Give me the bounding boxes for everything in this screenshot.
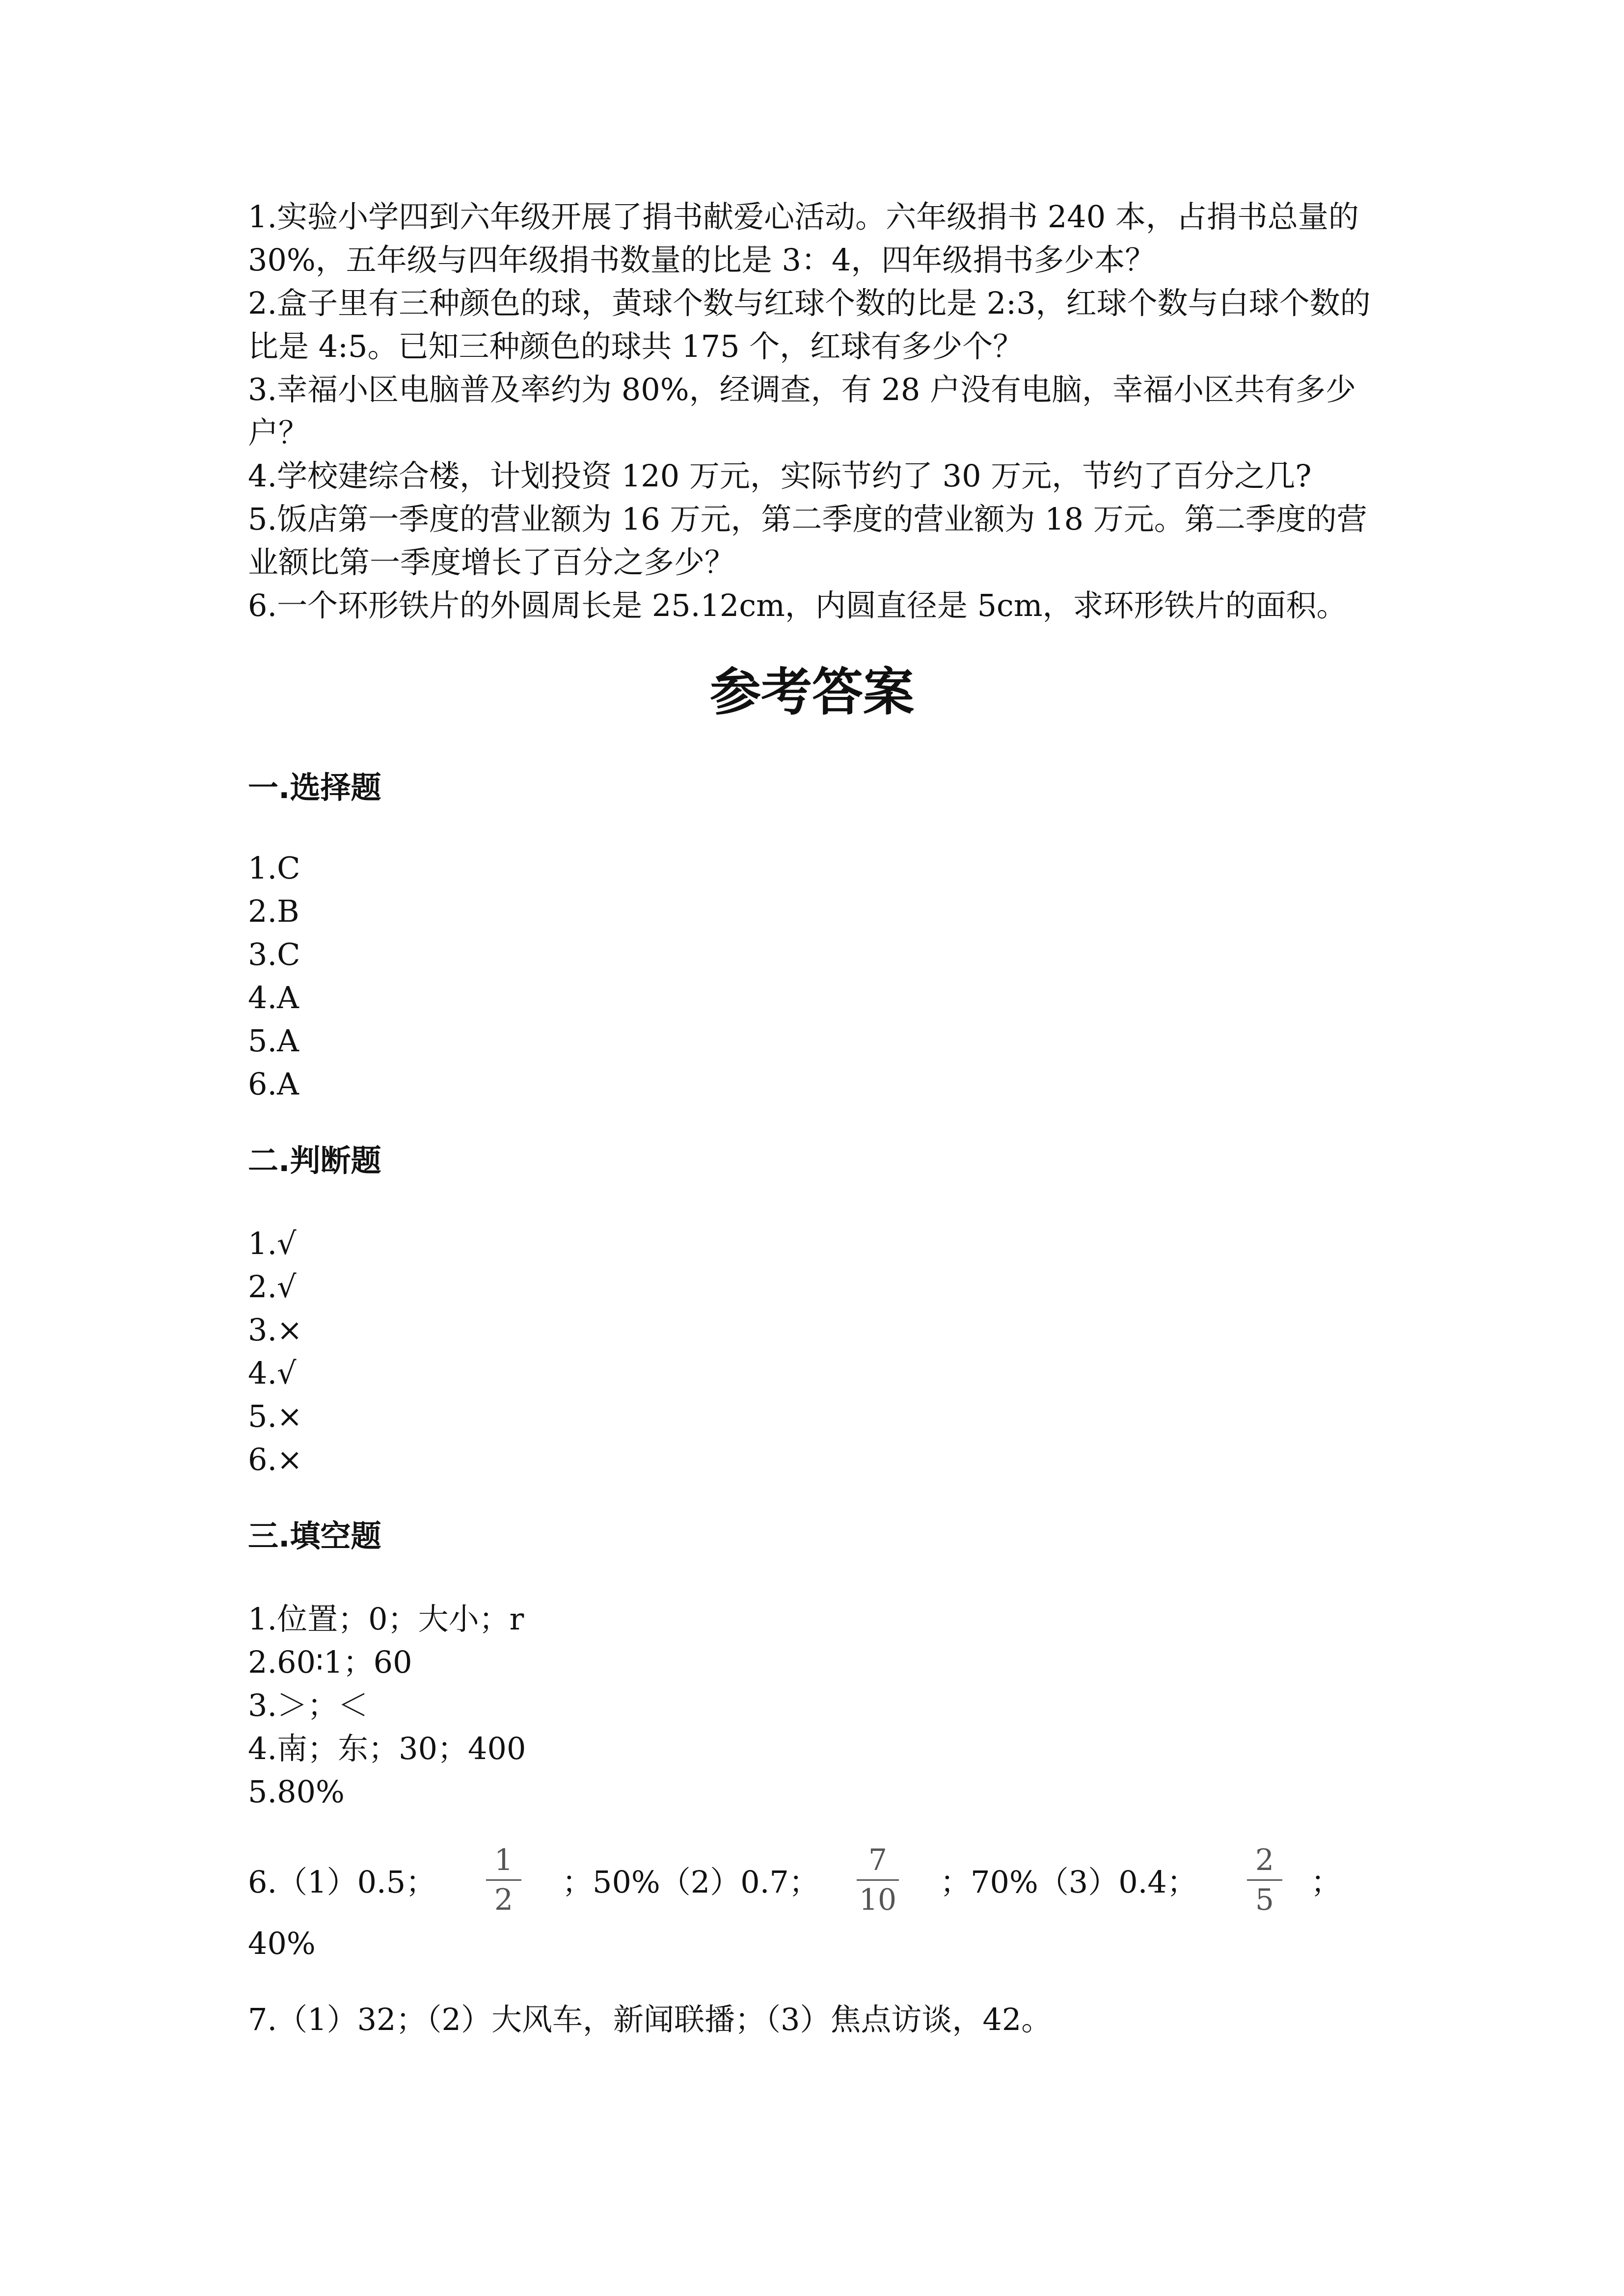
fill-answer-6-tail: 40% [248,1925,316,1961]
question-list [248,195,1382,627]
judge-answer-6: 6.× [248,1442,303,1477]
fraction-1-numerator: 1 [494,1843,514,1877]
fill-answer-6-part3: ；70%（3）0.4； [940,1864,1197,1900]
fill-answer-6-part2: ；50%（2）0.7； [562,1864,819,1900]
fill-answer-3: 3.＞；＜ [248,1687,369,1723]
choice-answer-2: 2.B [248,893,299,929]
question-6: 6.一个环形铁片的外圆周长是 25.12cm，内圆直径是 5cm，求环形铁片的面积。 [248,587,1347,623]
judge-answer-3: 3.× [248,1312,303,1348]
fill-answer-7: 7.（1）32；（2）大风车，新闻联播；（3）焦点访谈，42。 [248,2002,1052,2037]
fraction-2-bar [857,1879,899,1881]
question-3: 3.幸福小区电脑普及率约为 80%，经调查，有 28 户没有电脑，幸福小区共有多少户？ [248,372,1356,451]
fraction-3-bar [1247,1879,1282,1881]
fill-answer-4: 4.南；东；30；400 [248,1731,526,1766]
judge-answer-4: 4.√ [248,1355,297,1391]
choice-answers [248,847,300,1106]
fill-answer-2: 2.60∶1；60 [248,1644,412,1680]
fill-answer-6-part1: 6.（1）0.5； [248,1864,436,1900]
fill-heading: 三.填空题 [248,1518,381,1554]
choice-answer-1: 1.C [248,850,300,886]
choice-heading: 一.选择题 [248,770,381,805]
fraction-2-numerator: 7 [868,1843,888,1877]
judge-heading: 二.判断题 [248,1143,381,1178]
fraction-3 [1247,1843,1282,1917]
judge-answers [248,1222,302,1481]
fraction-2-denominator: 10 [859,1883,897,1917]
question-5: 5.饭店第一季度的营业额为 16 万元，第二季度的营业额为 18 万元。第二季度的营业额比第一季度增长了百分之多少？ [248,501,1367,580]
judge-answer-2: 2.√ [248,1269,297,1305]
fill-answer-1: 1.位置；0；大小；r [248,1601,524,1637]
choice-answer-6: 6.A [248,1066,299,1102]
fraction-1 [486,1843,521,1917]
choice-answer-3: 3.C [248,936,300,972]
fraction-3-numerator: 2 [1255,1843,1274,1877]
fraction-2 [857,1843,899,1917]
fill-answers [248,1598,526,1814]
fill-answer-5: 5.80% [248,1774,345,1810]
judge-answer-1: 1.√ [248,1226,297,1261]
question-1: 1.实验小学四到六年级开展了捐书献爱心活动。六年级捐书 240 本，占捐书总量的 30%，五年级与四年级捐书数量的比是 3：4，四年级捐书多少本？ [248,199,1359,278]
judge-answer-5: 5.× [248,1398,303,1434]
fraction-1-bar [486,1879,521,1881]
fill-answer-6 [248,1843,1382,1922]
answer-title: 参考答案 [709,662,914,722]
question-2: 2.盒子里有三种颜色的球，黄球个数与红球个数的比是 2:3，红球个数与白球个数的比是 4:5。已知三种颜色的球共 175 个，红球有多少个？ [248,285,1371,364]
choice-answer-5: 5.A [248,1023,299,1059]
question-4: 4.学校建综合楼，计划投资 120 万元，实际节约了 30 万元，节约了百分之几? [248,458,1312,494]
fraction-3-denominator: 5 [1255,1883,1274,1917]
choice-answer-4: 4.A [248,980,299,1015]
fraction-1-denominator: 2 [494,1883,514,1917]
fill-answer-6-part4: ； [1311,1864,1342,1900]
